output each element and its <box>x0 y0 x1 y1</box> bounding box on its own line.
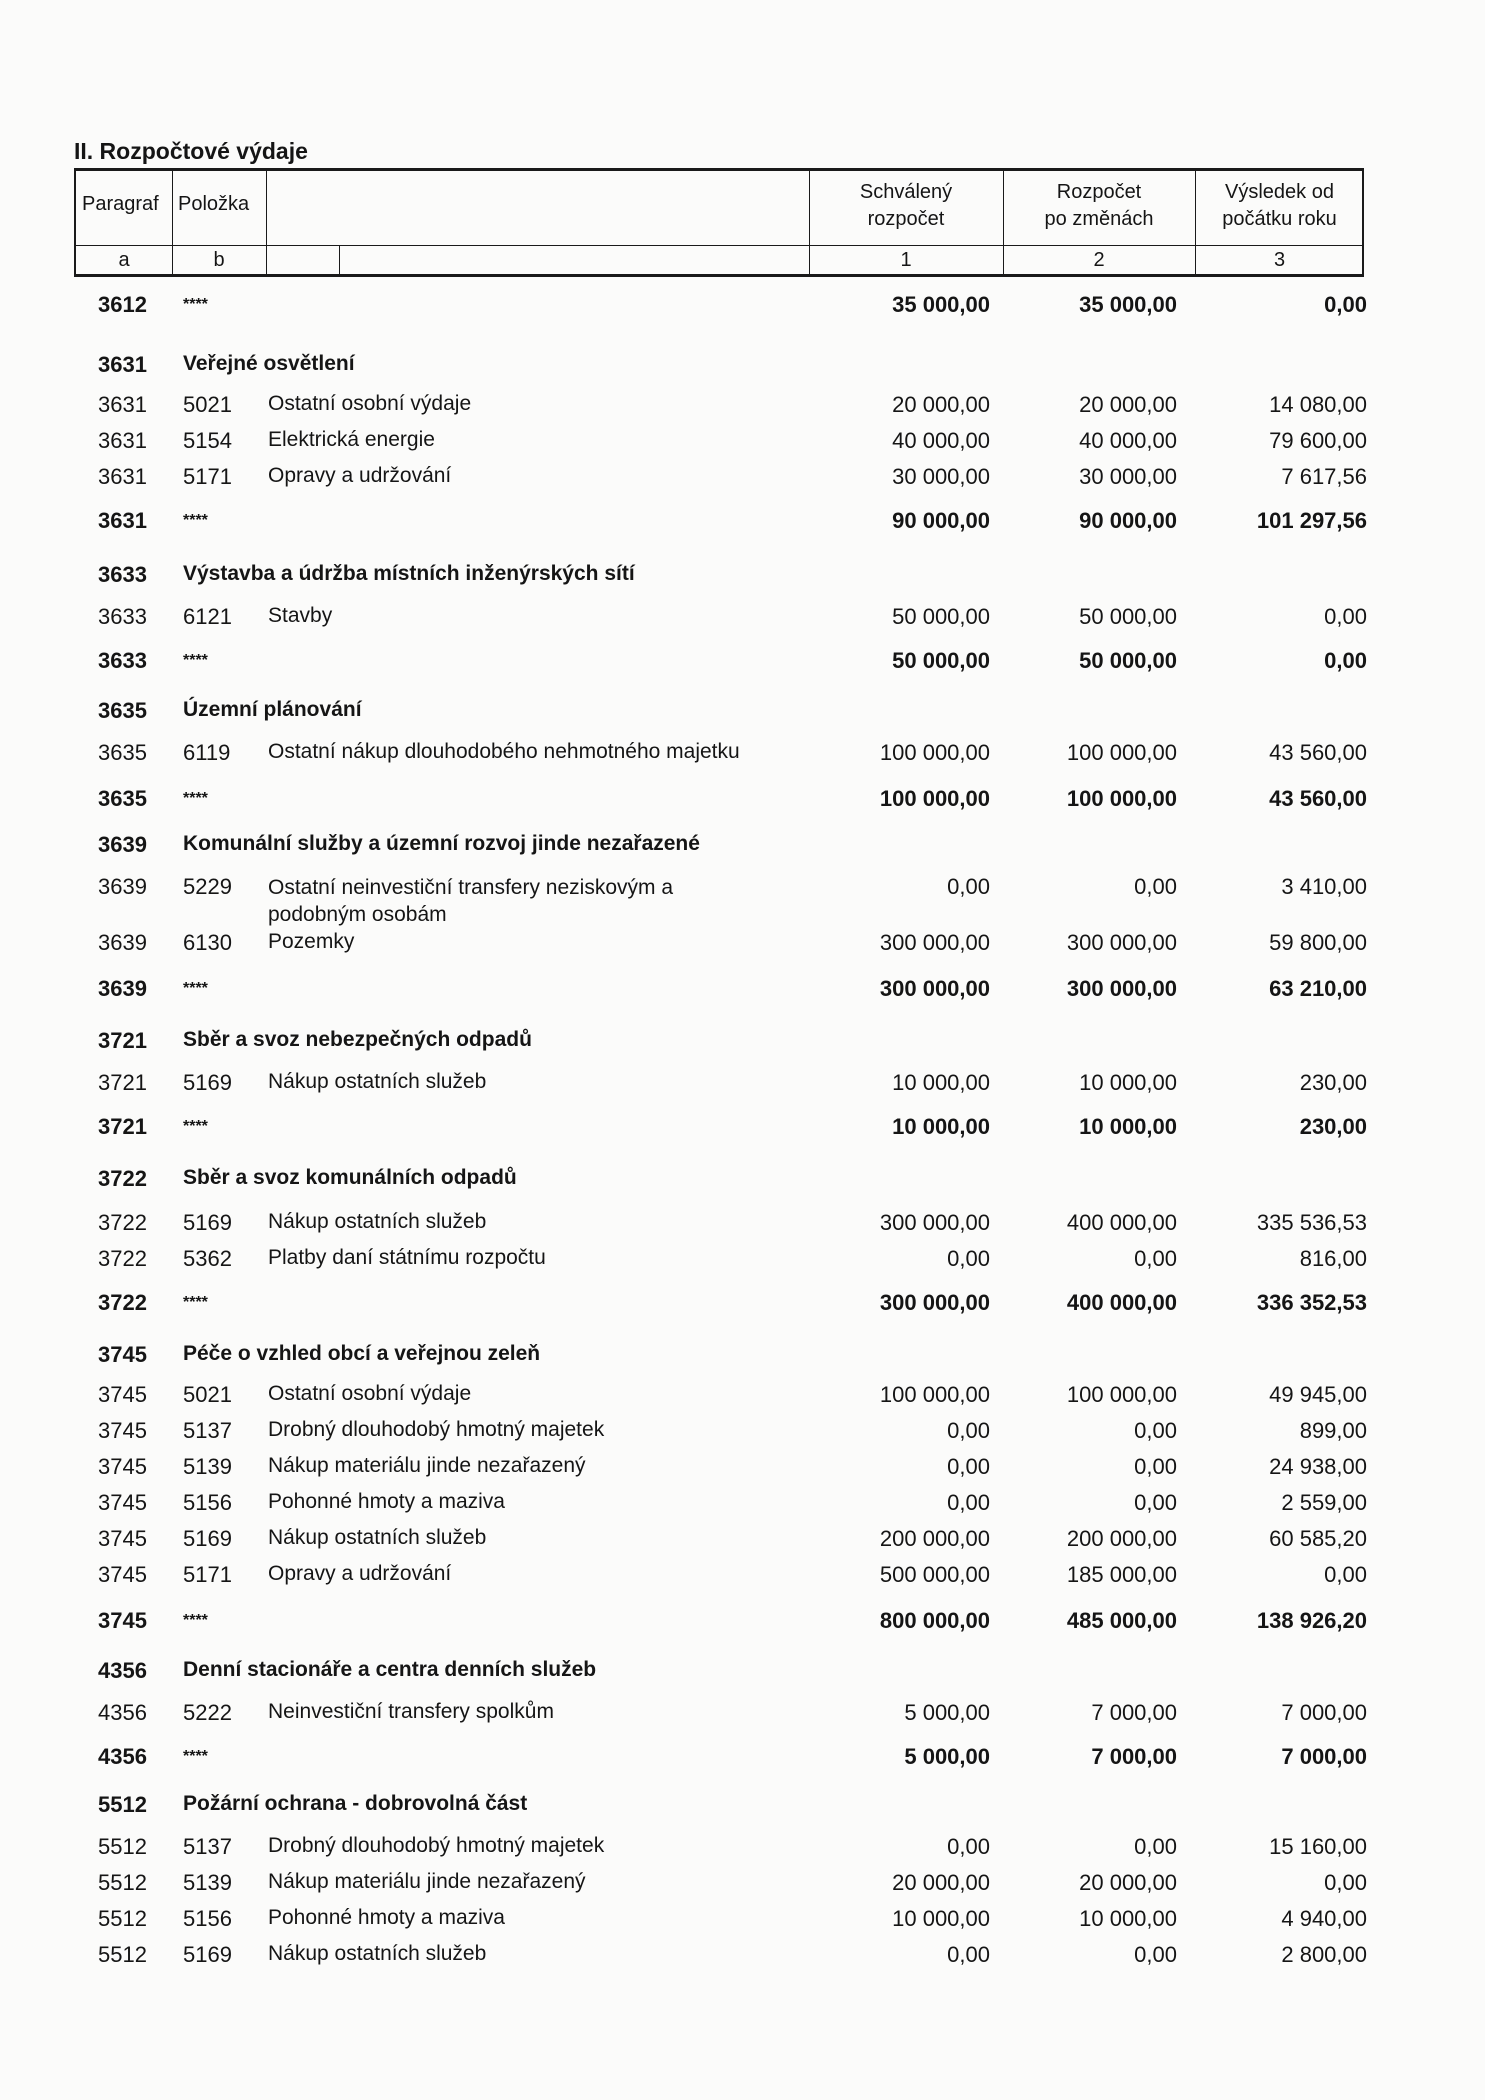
result-cell: 4 940,00 <box>1281 1906 1367 1931</box>
polozka-cell: **** <box>183 1612 208 1629</box>
adjusted-budget-cell: 100 000,00 <box>1066 740 1177 765</box>
polozka-cell: 5021 <box>183 392 232 417</box>
result-cell: 7 617,56 <box>1281 464 1367 489</box>
paragraf-cell: 3745 <box>98 1490 147 1515</box>
table-row <box>0 930 1485 962</box>
polozka-cell: 5171 <box>183 464 232 489</box>
approved-budget-cell: 0,00 <box>947 1454 990 1479</box>
polozka-cell: **** <box>183 512 208 529</box>
adjusted-budget-cell: 0,00 <box>1134 1942 1177 1967</box>
paragraf-cell: 3631 <box>98 464 147 489</box>
approved-budget-cell: 300 000,00 <box>879 1210 990 1235</box>
approved-budget-cell: 0,00 <box>947 1246 990 1271</box>
adjusted-budget-cell: 90 000,00 <box>1079 508 1177 533</box>
adjusted-budget-cell: 0,00 <box>1134 1246 1177 1271</box>
header-col1-line2: rozpočet <box>867 208 945 230</box>
approved-budget-cell: 50 000,00 <box>892 604 990 629</box>
paragraph-total-row <box>0 292 1485 324</box>
result-cell: 59 800,00 <box>1269 930 1367 955</box>
item-description: Drobný dlouhodobý hmotný majetek <box>268 1834 605 1857</box>
adjusted-budget-cell: 40 000,00 <box>1079 428 1177 453</box>
result-cell: 101 297,56 <box>1256 508 1367 533</box>
paragraf-cell: 5512 <box>98 1792 147 1817</box>
approved-budget-cell: 50 000,00 <box>892 648 990 673</box>
table-row <box>0 874 1485 926</box>
result-cell: 230,00 <box>1299 1114 1367 1139</box>
item-description: Elektrická energie <box>268 428 435 451</box>
table-row <box>0 1942 1485 1974</box>
polozka-cell: 5139 <box>183 1870 232 1895</box>
result-cell: 43 560,00 <box>1269 786 1367 811</box>
polozka-cell: 5169 <box>183 1942 232 1967</box>
paragraf-cell: 3639 <box>98 930 147 955</box>
approved-budget-cell: 5 000,00 <box>904 1744 990 1769</box>
adjusted-budget-cell: 200 000,00 <box>1066 1526 1177 1551</box>
paragraf-cell: 3612 <box>98 292 147 317</box>
polozka-cell: **** <box>183 1748 208 1765</box>
paragraph-total-row <box>0 1290 1485 1322</box>
polozka-cell: 5156 <box>183 1490 232 1515</box>
item-description: Nákup ostatních služeb <box>268 1526 487 1549</box>
paragraf-cell: 5512 <box>98 1942 147 1967</box>
approved-budget-cell: 300 000,00 <box>879 930 990 955</box>
adjusted-budget-cell: 0,00 <box>1134 1490 1177 1515</box>
item-description: Ostatní osobní výdaje <box>268 392 472 415</box>
adjusted-budget-cell: 10 000,00 <box>1079 1114 1177 1139</box>
polozka-cell: **** <box>183 1294 208 1311</box>
polozka-cell: **** <box>183 652 208 669</box>
table-row <box>0 1906 1485 1938</box>
approved-budget-cell: 90 000,00 <box>892 508 990 533</box>
result-cell: 0,00 <box>1324 1562 1367 1587</box>
adjusted-budget-cell: 50 000,00 <box>1079 648 1177 673</box>
paragraf-cell: 5512 <box>98 1870 147 1895</box>
paragraf-cell: 3635 <box>98 786 147 811</box>
result-cell: 79 600,00 <box>1269 428 1367 453</box>
paragraph-heading-row <box>0 1792 1485 1824</box>
polozka-cell: **** <box>183 296 208 313</box>
header-col2-line1: Rozpočet <box>1056 181 1142 203</box>
approved-budget-cell: 0,00 <box>947 1490 990 1515</box>
paragraf-cell: 5512 <box>98 1834 147 1859</box>
table-row <box>0 1210 1485 1242</box>
adjusted-budget-cell: 30 000,00 <box>1079 464 1177 489</box>
result-cell: 816,00 <box>1299 1246 1367 1271</box>
paragraf-cell: 3745 <box>98 1526 147 1551</box>
paragraph-heading-row <box>0 1166 1485 1198</box>
table-row <box>0 428 1485 460</box>
paragraf-cell: 3639 <box>98 976 147 1001</box>
header-sub-2: 2 <box>1093 249 1105 271</box>
approved-budget-cell: 100 000,00 <box>879 786 990 811</box>
polozka-cell: 5169 <box>183 1210 232 1235</box>
paragraf-cell: 3722 <box>98 1246 147 1271</box>
adjusted-budget-cell: 0,00 <box>1134 874 1177 899</box>
paragraf-cell: 3633 <box>98 648 147 673</box>
paragraf-cell: 3721 <box>98 1070 147 1095</box>
approved-budget-cell: 100 000,00 <box>879 1382 990 1407</box>
approved-budget-cell: 200 000,00 <box>879 1526 990 1551</box>
polozka-cell: 5021 <box>183 1382 232 1407</box>
polozka-cell: 5229 <box>183 874 232 899</box>
approved-budget-cell: 10 000,00 <box>892 1114 990 1139</box>
paragraf-cell: 3722 <box>98 1166 147 1191</box>
adjusted-budget-cell: 0,00 <box>1134 1418 1177 1443</box>
result-cell: 0,00 <box>1324 292 1367 317</box>
approved-budget-cell: 800 000,00 <box>879 1608 990 1633</box>
header-paragraf: Paragraf <box>82 193 159 215</box>
approved-budget-cell: 35 000,00 <box>892 292 990 317</box>
table-row <box>0 1870 1485 1902</box>
approved-budget-cell: 5 000,00 <box>904 1700 990 1725</box>
table-row <box>0 1418 1485 1450</box>
table-row <box>0 392 1485 424</box>
item-description: Platby daní státnímu rozpočtu <box>268 1246 546 1269</box>
header-sub-b: b <box>213 249 225 271</box>
header-divider <box>76 245 1362 246</box>
result-cell: 2 559,00 <box>1281 1490 1367 1515</box>
paragraf-cell: 4356 <box>98 1700 147 1725</box>
paragraph-name: Veřejné osvětlení <box>183 352 355 375</box>
adjusted-budget-cell: 35 000,00 <box>1079 292 1177 317</box>
polozka-cell: 6130 <box>183 930 232 955</box>
item-description: Opravy a udržování <box>268 464 452 487</box>
result-cell: 63 210,00 <box>1269 976 1367 1001</box>
result-cell: 24 938,00 <box>1269 1454 1367 1479</box>
result-cell: 0,00 <box>1324 1870 1367 1895</box>
paragraph-heading-row <box>0 698 1485 730</box>
adjusted-budget-cell: 400 000,00 <box>1066 1210 1177 1235</box>
paragraf-cell: 3639 <box>98 874 147 899</box>
approved-budget-cell: 10 000,00 <box>892 1906 990 1931</box>
adjusted-budget-cell: 20 000,00 <box>1079 392 1177 417</box>
polozka-cell: 5222 <box>183 1700 232 1725</box>
paragraph-name: Územní plánování <box>183 698 362 721</box>
header-sub-1: 1 <box>900 249 912 271</box>
approved-budget-cell: 0,00 <box>947 874 990 899</box>
result-cell: 7 000,00 <box>1281 1744 1367 1769</box>
paragraph-total-row <box>0 1744 1485 1776</box>
paragraf-cell: 5512 <box>98 1906 147 1931</box>
header-polozka: Položka <box>178 193 250 215</box>
approved-budget-cell: 40 000,00 <box>892 428 990 453</box>
adjusted-budget-cell: 50 000,00 <box>1079 604 1177 629</box>
polozka-cell: 5137 <box>183 1418 232 1443</box>
table-row <box>0 1454 1485 1486</box>
adjusted-budget-cell: 485 000,00 <box>1066 1608 1177 1633</box>
item-description: Ostatní osobní výdaje <box>268 1382 472 1405</box>
paragraf-cell: 3633 <box>98 604 147 629</box>
approved-budget-cell: 20 000,00 <box>892 392 990 417</box>
polozka-cell: **** <box>183 790 208 807</box>
polozka-cell: **** <box>183 980 208 997</box>
result-cell: 0,00 <box>1324 648 1367 673</box>
adjusted-budget-cell: 100 000,00 <box>1066 1382 1177 1407</box>
paragraph-heading-row <box>0 1028 1485 1060</box>
polozka-cell: 5171 <box>183 1562 232 1587</box>
result-cell: 899,00 <box>1299 1418 1367 1443</box>
approved-budget-cell: 500 000,00 <box>879 1562 990 1587</box>
polozka-cell: 6119 <box>183 740 231 765</box>
paragraph-total-row <box>0 976 1485 1008</box>
result-cell: 2 800,00 <box>1281 1942 1367 1967</box>
paragraf-cell: 3635 <box>98 698 147 723</box>
approved-budget-cell: 0,00 <box>947 1942 990 1967</box>
polozka-cell: 5156 <box>183 1906 232 1931</box>
section-title: II. Rozpočtové výdaje <box>74 138 308 164</box>
item-description: Nákup materiálu jinde nezařazený <box>268 1870 586 1893</box>
item-description: Drobný dlouhodobý hmotný majetek <box>268 1418 605 1441</box>
polozka-cell: 5169 <box>183 1070 232 1095</box>
paragraf-cell: 3631 <box>98 352 147 377</box>
approved-budget-cell: 10 000,00 <box>892 1070 990 1095</box>
header-sub-3: 3 <box>1273 249 1286 271</box>
header-col2-line2: po změnách <box>1044 208 1154 230</box>
header-col3-line2: počátku roku <box>1222 208 1337 230</box>
approved-budget-cell: 0,00 <box>947 1834 990 1859</box>
paragraph-heading-row <box>0 1658 1485 1690</box>
paragraph-name: Péče o vzhled obcí a veřejnou zeleň <box>183 1342 541 1365</box>
adjusted-budget-cell: 7 000,00 <box>1091 1700 1177 1725</box>
result-cell: 15 160,00 <box>1269 1834 1367 1859</box>
item-description: Opravy a udržování <box>268 1562 452 1585</box>
polozka-cell: 5139 <box>183 1454 232 1479</box>
approved-budget-cell: 300 000,00 <box>879 1290 990 1315</box>
paragraph-heading-row <box>0 352 1485 384</box>
result-cell: 336 352,53 <box>1256 1290 1367 1315</box>
paragraph-heading-row <box>0 832 1485 864</box>
result-cell: 60 585,20 <box>1269 1526 1367 1551</box>
polozka-cell: 5137 <box>183 1834 232 1859</box>
adjusted-budget-cell: 300 000,00 <box>1066 976 1177 1001</box>
header-col3-line1: Výsledek od <box>1225 181 1334 203</box>
table-row <box>0 1070 1485 1102</box>
approved-budget-cell: 20 000,00 <box>892 1870 990 1895</box>
polozka-cell: 6121 <box>183 604 232 629</box>
paragraf-cell: 3745 <box>98 1454 147 1479</box>
header-col1-line1: Schválený <box>859 181 953 203</box>
table-row <box>0 1490 1485 1522</box>
result-cell: 3 410,00 <box>1281 874 1367 899</box>
paragraf-cell: 3745 <box>98 1608 147 1633</box>
approved-budget-cell: 300 000,00 <box>879 976 990 1001</box>
paragraph-total-row <box>0 1608 1485 1640</box>
result-cell: 43 560,00 <box>1269 740 1367 765</box>
table-row <box>0 1526 1485 1558</box>
approved-budget-cell: 0,00 <box>947 1418 990 1443</box>
paragraf-cell: 3745 <box>98 1382 147 1407</box>
paragraf-cell: 3631 <box>98 508 147 533</box>
result-cell: 7 000,00 <box>1281 1700 1367 1725</box>
item-description: Ostatní neinvestiční transfery neziskovým a podobným osobám <box>268 876 673 926</box>
paragraf-cell: 3745 <box>98 1562 147 1587</box>
item-description: Neinvestiční transfery spolkům <box>268 1700 554 1723</box>
approved-budget-cell: 30 000,00 <box>892 464 990 489</box>
paragraf-cell: 3633 <box>98 562 147 587</box>
result-cell: 230,00 <box>1299 1070 1367 1095</box>
result-cell: 0,00 <box>1324 604 1367 629</box>
polozka-cell: 5362 <box>183 1246 232 1271</box>
paragraf-cell: 3745 <box>98 1418 147 1443</box>
item-description: Nákup ostatních služeb <box>268 1070 487 1093</box>
table-row <box>0 1246 1485 1278</box>
header-divider <box>339 245 340 274</box>
paragraf-cell: 3721 <box>98 1028 147 1053</box>
paragraf-cell: 3721 <box>98 1114 147 1139</box>
paragraph-name: Výstavba a údržba místních inženýrských sítí <box>183 562 635 585</box>
item-description: Nákup ostatních služeb <box>268 1942 487 1965</box>
paragraph-heading-row <box>0 562 1485 594</box>
result-cell: 335 536,53 <box>1256 1210 1367 1235</box>
adjusted-budget-cell: 20 000,00 <box>1079 1870 1177 1895</box>
table-row <box>0 1834 1485 1866</box>
paragraph-name: Denní stacionáře a centra denních služeb <box>183 1658 597 1681</box>
item-description: Ostatní nákup dlouhodobého nehmotného majetku <box>268 740 740 763</box>
paragraph-heading-row <box>0 1342 1485 1374</box>
adjusted-budget-cell: 0,00 <box>1134 1454 1177 1479</box>
table-row <box>0 464 1485 496</box>
polozka-cell: 5154 <box>183 428 232 453</box>
item-description: Stavby <box>268 604 333 627</box>
paragraph-total-row <box>0 648 1485 680</box>
paragraph-name: Požární ochrana - dobrovolná část <box>183 1792 528 1815</box>
header-sub-a: a <box>118 249 130 271</box>
item-description: Pohonné hmoty a maziva <box>268 1490 505 1513</box>
result-cell: 14 080,00 <box>1269 392 1367 417</box>
polozka-cell: **** <box>183 1118 208 1135</box>
item-description: Nákup ostatních služeb <box>268 1210 487 1233</box>
paragraf-cell: 3631 <box>98 392 147 417</box>
paragraf-cell: 3639 <box>98 832 147 857</box>
table-row <box>0 1382 1485 1414</box>
paragraf-cell: 3631 <box>98 428 147 453</box>
polozka-cell: 5169 <box>183 1526 232 1551</box>
adjusted-budget-cell: 400 000,00 <box>1066 1290 1177 1315</box>
header-divider <box>266 171 267 274</box>
result-cell: 49 945,00 <box>1269 1382 1367 1407</box>
result-cell: 138 926,20 <box>1256 1608 1367 1633</box>
adjusted-budget-cell: 10 000,00 <box>1079 1906 1177 1931</box>
table-header <box>74 168 1364 277</box>
paragraph-name: Sběr a svoz komunálních odpadů <box>183 1166 517 1189</box>
paragraf-cell: 4356 <box>98 1658 147 1683</box>
adjusted-budget-cell: 300 000,00 <box>1066 930 1177 955</box>
adjusted-budget-cell: 185 000,00 <box>1066 1562 1177 1587</box>
paragraf-cell: 3635 <box>98 740 147 765</box>
paragraph-total-row <box>0 1114 1485 1146</box>
item-description: Nákup materiálu jinde nezařazený <box>268 1454 586 1477</box>
header-col1 <box>809 179 1003 233</box>
paragraph-name: Komunální služby a územní rozvoj jinde nezařazené <box>183 832 700 855</box>
table-row <box>0 1562 1485 1594</box>
paragraph-name: Sběr a svoz nebezpečných odpadů <box>183 1028 532 1051</box>
adjusted-budget-cell: 0,00 <box>1134 1834 1177 1859</box>
paragraph-total-row <box>0 508 1485 540</box>
table-row <box>0 604 1485 636</box>
paragraf-cell: 4356 <box>98 1744 147 1769</box>
adjusted-budget-cell: 7 000,00 <box>1091 1744 1177 1769</box>
paragraf-cell: 3745 <box>98 1342 147 1367</box>
adjusted-budget-cell: 10 000,00 <box>1079 1070 1177 1095</box>
table-row <box>0 1700 1485 1732</box>
paragraf-cell: 3722 <box>98 1210 147 1235</box>
paragraf-cell: 3722 <box>98 1290 147 1315</box>
table-row <box>0 740 1485 772</box>
adjusted-budget-cell: 100 000,00 <box>1066 786 1177 811</box>
header-col3 <box>1195 179 1364 233</box>
paragraph-total-row <box>0 786 1485 818</box>
header-col2 <box>1003 179 1195 233</box>
item-description: Pohonné hmoty a maziva <box>268 1906 505 1929</box>
approved-budget-cell: 100 000,00 <box>879 740 990 765</box>
item-description: Pozemky <box>268 930 355 953</box>
